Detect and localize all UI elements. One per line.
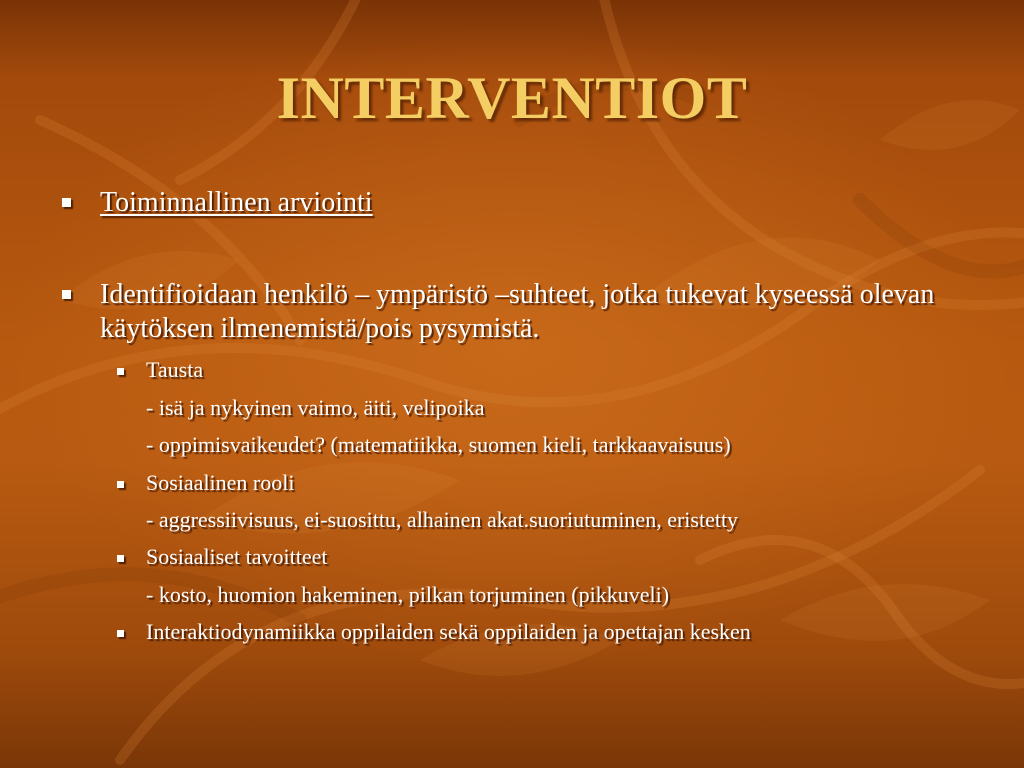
sub-bullet-item-social-goals bbox=[146, 544, 1006, 570]
sub-text-revenge bbox=[146, 582, 1006, 608]
sub-bullet-text: Tausta bbox=[146, 357, 204, 382]
sub-bullet-text: - isä ja nykyinen vaimo, äiti, velipoika bbox=[146, 395, 485, 420]
sub-bullet-text: Sosiaalinen rooli bbox=[146, 470, 295, 495]
sub-bullet-text: - oppimisvaikeudet? (matematiikka, suomen kieli, tarkkaavaisuus) bbox=[146, 432, 731, 457]
square-bullet-icon bbox=[117, 630, 124, 637]
square-bullet-icon bbox=[117, 555, 124, 562]
sub-text-family bbox=[146, 395, 1006, 421]
square-bullet-icon bbox=[117, 368, 124, 375]
bullet-item-identification bbox=[100, 278, 980, 346]
slide-title: INTERVENTIOT bbox=[276, 65, 748, 131]
sub-bullet-item-background bbox=[146, 357, 1006, 383]
bullet-text: Identifioidaan henkilö – ympäristö –suhteet, jotka tukevat kyseessä olevan käytöksen ilmenemistä/pois pysymistä. bbox=[100, 279, 935, 344]
sub-bullet-text: - kosto, huomion hakeminen, pilkan torjuminen (pikkuveli) bbox=[146, 582, 670, 607]
bullet-item-functional-assessment bbox=[100, 186, 980, 220]
bullet-text: Toiminnallinen arviointi bbox=[100, 187, 373, 218]
sub-text-aggressiveness bbox=[146, 507, 1006, 533]
sub-bullet-text: Interaktiodynamiikka oppilaiden sekä oppilaiden ja opettajan kesken bbox=[146, 619, 751, 644]
square-bullet-icon bbox=[62, 198, 71, 207]
sub-bullet-text: - aggressiivisuus, ei-suosittu, alhainen akat.suoriutuminen, eristetty bbox=[146, 507, 739, 532]
sub-text-learning-difficulties bbox=[146, 432, 1006, 458]
square-bullet-icon bbox=[62, 290, 71, 299]
square-bullet-icon bbox=[117, 481, 124, 488]
sub-bullet-text: Sosiaaliset tavoitteet bbox=[146, 544, 328, 569]
sub-bullet-item-social-role bbox=[146, 470, 1006, 496]
sub-bullet-item-interaction-dynamics bbox=[146, 619, 1006, 645]
